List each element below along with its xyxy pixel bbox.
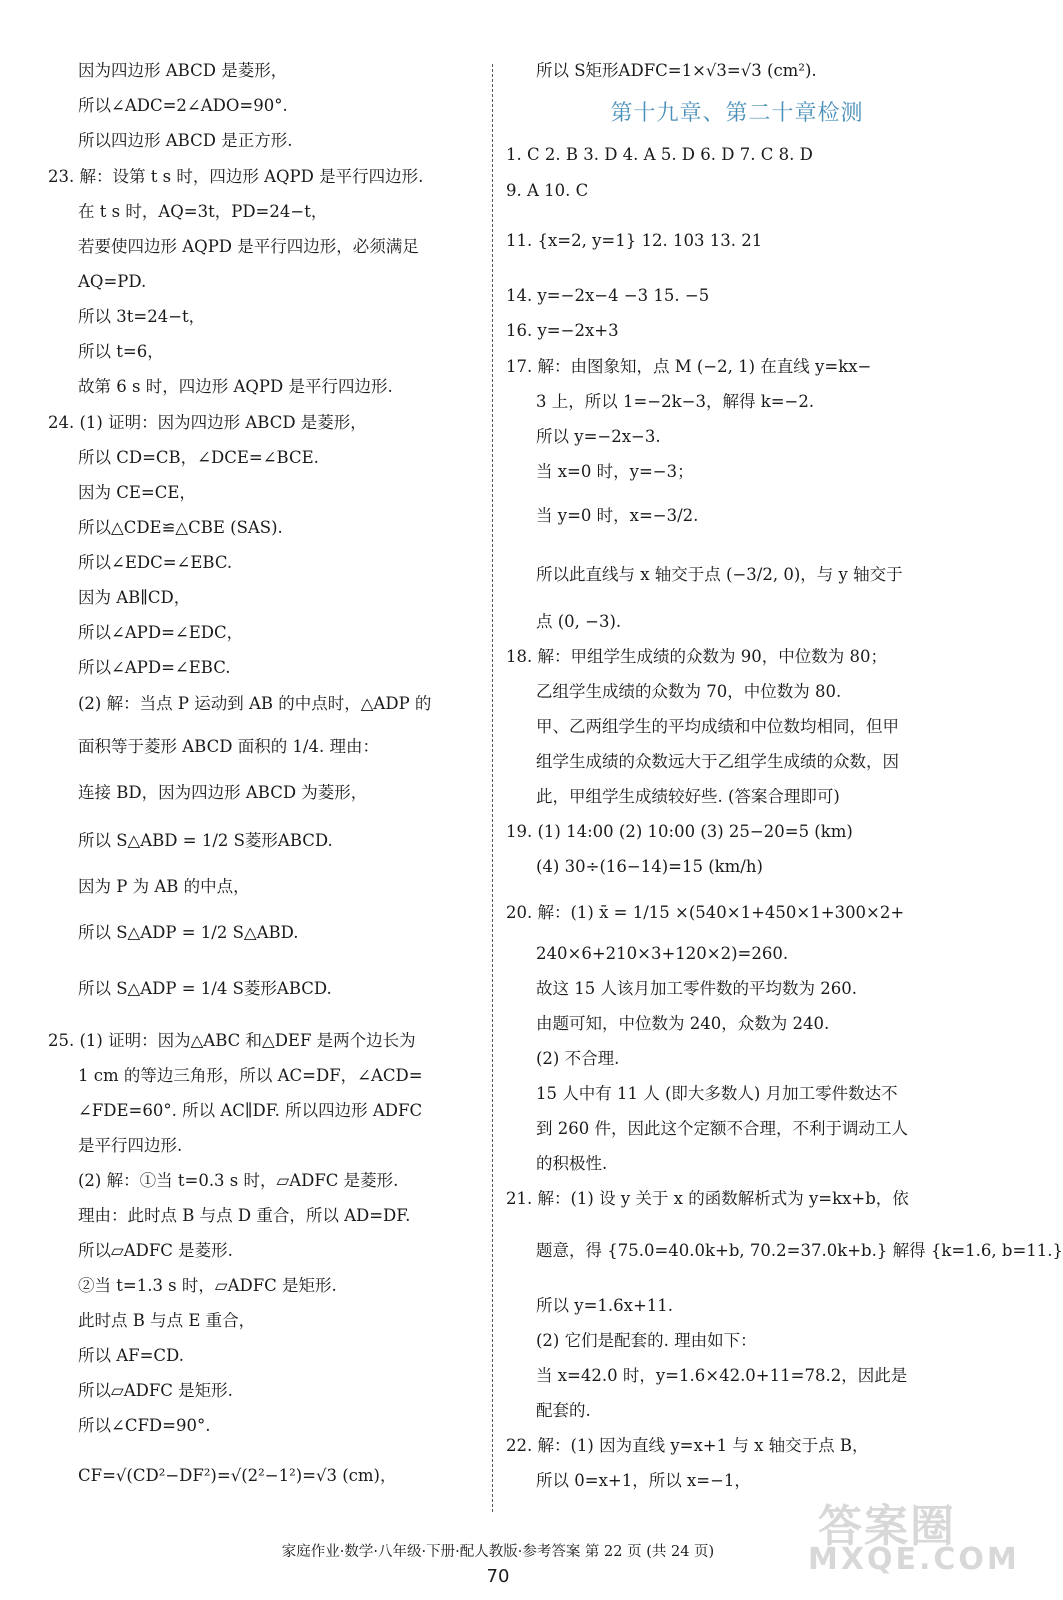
text-line: 此，甲组学生成绩较好些. (答案合理即可): [536, 787, 840, 806]
text-line: 所以 t=6，: [78, 342, 164, 361]
text-line: 3 上，所以 1=−2k−3，解得 k=−2.: [536, 392, 815, 411]
text-line: 因为 P 为 AB 的中点，: [78, 877, 250, 896]
text-line: 所以四边形 ABCD 是正方形.: [78, 131, 293, 150]
text-line: AQ=PD.: [78, 272, 147, 291]
text-line: 所以 S矩形ADFC=1×√3=√3 (cm²).: [536, 61, 817, 80]
text-line: 配套的.: [536, 1401, 591, 1420]
question-17: 17. 解：由图象知，点 M (−2, 1) 在直线 y=kx−: [506, 357, 872, 376]
column-divider: [492, 64, 493, 1512]
text-line: 由题可知，中位数为 240，众数为 240.: [536, 1014, 830, 1033]
section-title: 第十九章、第二十章检测: [610, 101, 864, 126]
question-25: 25. (1) 证明：因为△ABC 和△DEF 是两个边长为: [48, 1031, 416, 1050]
watermark-bottom: MXQE.COM: [808, 1542, 1020, 1577]
text-line: 甲、乙两组学生的平均成绩和中位数均相同，但甲: [536, 717, 899, 736]
text-line: 点 (0, −3).: [536, 612, 622, 631]
text-line: 所以 CD=CB，∠DCE=∠BCE.: [78, 448, 319, 467]
question-20: 20. 解：(1) x̄ = 1/15 ×(540×1+450×1+300×2+: [506, 903, 905, 922]
text-line: 15 人中有 11 人 (即大多数人) 月加工零件数达不: [536, 1084, 898, 1103]
text-line: 当 x=0 时，y=−3；: [536, 462, 694, 481]
text-line: 故第 6 s 时，四边形 AQPD 是平行四边形.: [78, 377, 393, 396]
question-21: 21. 解：(1) 设 y 关于 x 的函数解析式为 y=kx+b，依: [506, 1189, 909, 1208]
question-19: 19. (1) 14:00 (2) 10:00 (3) 25−20=5 (km): [506, 822, 853, 841]
text-line: 在 t s 时，AQ=3t，PD=24−t，: [78, 202, 328, 221]
question-24: 24. (1) 证明：因为四边形 ABCD 是菱形，: [48, 413, 367, 432]
text-line: 所以 3t=24−t，: [78, 307, 206, 326]
text-line: 所以△CDE≌△CBE (SAS).: [78, 518, 283, 537]
page-footer: 家庭作业·数学·八年级·下册·配人教版·参考答案 第 22 页 (共 24 页): [281, 1544, 715, 1560]
question-18: 18. 解：甲组学生成绩的众数为 90，中位数为 80；: [506, 647, 887, 666]
text-line: 所以▱ADFC 是矩形.: [78, 1381, 233, 1400]
text-line: 因为 AB∥CD，: [78, 588, 191, 607]
text-line: 16. y=−2x+3: [506, 321, 619, 340]
text-line: 所以∠ADC=2∠ADO=90°.: [78, 96, 288, 115]
text-line: 所以 y=1.6x+11.: [536, 1296, 674, 1315]
text-line: 14. y=−2x−4 −3 15. −5: [506, 286, 710, 305]
watermark-top: 答案圈: [818, 1501, 956, 1552]
text-line: 若要使四边形 AQPD 是平行四边形，必须满足: [78, 237, 419, 256]
text-line: 所以▱ADFC 是菱形.: [78, 1241, 233, 1260]
text-line: 所以 S△ADP = 1/2 S△ABD.: [78, 923, 299, 942]
text-line: 11. {x=2, y=1} 12. 103 13. 21: [506, 231, 763, 250]
text-line: 故这 15 人该月加工零件数的平均数为 260.: [536, 979, 857, 998]
text-line: 到 260 件，因此这个定额不合理，不利于调动工人: [536, 1119, 908, 1138]
text-line: 1 cm 的等边三角形，所以 AC=DF，∠ACD=: [78, 1066, 423, 1085]
text-line: 所以∠APD=∠EDC，: [78, 623, 244, 642]
question-22: 22. 解：(1) 因为直线 y=x+1 与 x 轴交于点 B，: [506, 1436, 869, 1455]
text-line: (4) 30÷(16−14)=15 (km/h): [536, 857, 763, 876]
text-line: 1. C 2. B 3. D 4. A 5. D 6. D 7. C 8. D: [506, 145, 813, 164]
watermark-logo: [808, 1490, 1020, 1590]
text-line: 是平行四边形.: [78, 1136, 183, 1155]
text-line: (2) 解：①当 t=0.3 s 时，▱ADFC 是菱形.: [78, 1171, 399, 1190]
text-line: 所以此直线与 x 轴交于点 (−3/2, 0)，与 y 轴交于: [536, 565, 903, 584]
page-number: 70: [486, 1566, 510, 1587]
text-line: 因为四边形 ABCD 是菱形，: [78, 61, 288, 80]
text-line: 当 x=42.0 时，y=1.6×42.0+11=78.2，因此是: [536, 1366, 908, 1385]
text-line: 的积极性.: [536, 1154, 608, 1173]
text-line: 面积等于菱形 ABCD 面积的 1/4. 理由：: [78, 737, 379, 756]
text-line: 连接 BD，因为四边形 ABCD 为菱形，: [78, 783, 368, 802]
text-line: 题意，得 {75.0=40.0k+b, 70.2=37.0k+b.} 解得 {k=1.6, b=11.}: [536, 1241, 1063, 1260]
text-line: 乙组学生成绩的众数为 70，中位数为 80.: [536, 682, 842, 701]
text-line: 理由：此时点 B 与点 D 重合，所以 AD=DF.: [78, 1206, 411, 1225]
text-line: 所以∠EDC=∠EBC.: [78, 553, 233, 572]
text-line: 所以 AF=CD.: [78, 1346, 184, 1365]
text-line: 所以 0=x+1，所以 x=−1，: [536, 1471, 751, 1490]
text-line: 此时点 B 与点 E 重合，: [78, 1311, 256, 1330]
text-line: ②当 t=1.3 s 时，▱ADFC 是矩形.: [78, 1276, 337, 1295]
text-line: 240×6+210×3+120×2)=260.: [536, 944, 789, 963]
text-line: (2) 解：当点 P 运动到 AB 的中点时，△ADP 的: [78, 694, 432, 713]
text-line: 因为 CE=CE，: [78, 483, 196, 502]
text-line: (2) 不合理.: [536, 1049, 620, 1068]
text-line: (2) 它们是配套的. 理由如下：: [536, 1331, 757, 1350]
text-line: 所以∠CFD=90°.: [78, 1416, 211, 1435]
text-line: 9. A 10. C: [506, 181, 589, 200]
text-line: 所以 S△ADP = 1/4 S菱形ABCD.: [78, 979, 332, 998]
text-line: CF=√(CD²−DF²)=√(2²−1²)=√3 (cm)，: [78, 1466, 397, 1485]
question-23: 23. 解：设第 t s 时，四边形 AQPD 是平行四边形.: [48, 167, 424, 186]
text-line: 当 y=0 时，x=−3/2.: [536, 506, 699, 525]
text-line: 所以∠APD=∠EBC.: [78, 658, 231, 677]
text-line: 所以 y=−2x−3.: [536, 427, 661, 446]
text-line: ∠FDE=60°. 所以 AC∥DF. 所以四边形 ADFC: [78, 1101, 423, 1120]
text-line: 所以 S△ABD = 1/2 S菱形ABCD.: [78, 831, 333, 850]
text-line: 组学生成绩的众数远大于乙组学生成绩的众数，因: [536, 752, 899, 771]
